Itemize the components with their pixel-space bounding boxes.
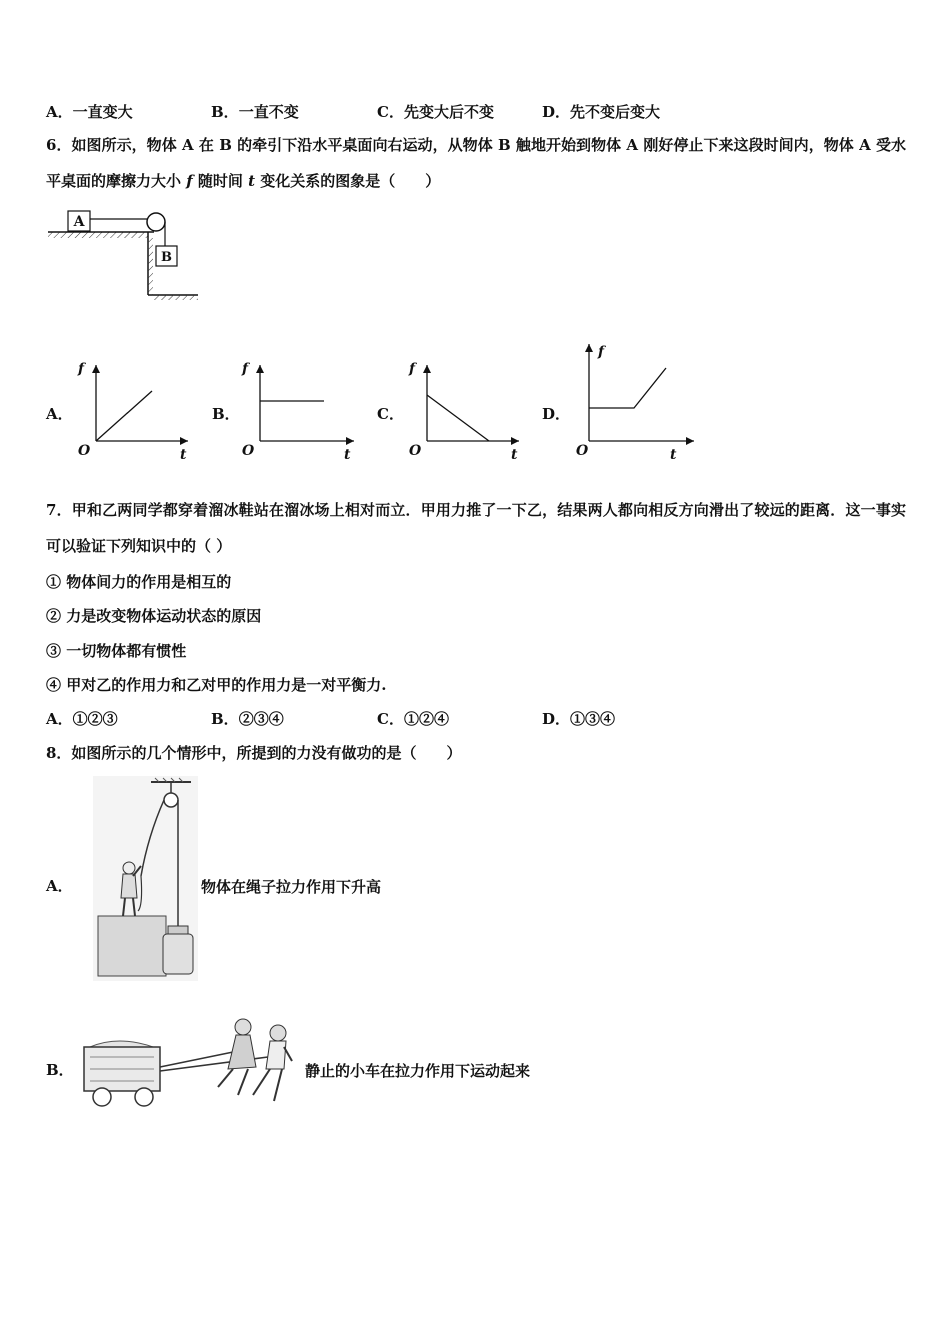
svg-text:O: O (78, 443, 91, 459)
block-a (68, 211, 90, 231)
q8-pulley-lifting-illustration (93, 776, 198, 981)
graph-a-line (96, 391, 152, 441)
q6-setup-figure (44, 205, 204, 305)
svg-text:t: t (344, 447, 351, 463)
floor (148, 295, 198, 300)
child-figure-1 (218, 1019, 256, 1095)
pulley-wheel (164, 793, 178, 807)
q7-statement-1: ① 物体间力的作用是相互的 (46, 573, 232, 591)
child-figure-2 (253, 1025, 292, 1101)
q7-statement-2: ② 力是改变物体运动状态的原因 (46, 607, 262, 625)
graph-d-line (589, 368, 666, 408)
q6-graph-c (403, 355, 525, 465)
q7-stem: 7．甲和乙两同学都穿着溜冰鞋站在溜冰场上相对而立．甲用力推了一下乙，结果两人都向相反方向滑出了较远的距离．这一事实可以验证下列知识中的（ ） (46, 501, 906, 555)
q6-graph-b (236, 355, 358, 465)
q6-graph-d (566, 340, 700, 465)
q7-option-b[interactable]: B．②③④ (211, 710, 284, 728)
q5-option-a[interactable]: A．一直变大 (46, 103, 133, 121)
graph-c-line (427, 395, 489, 441)
svg-text:t: t (180, 447, 187, 463)
q6-stem: 6．如图所示，物体 A 在 B 的牵引下沿水平桌面向右运动，从物体 B 触地开始到物体 A 刚好停止下来这段时间内，物体 A 受水平桌面的摩擦力大小 f 随时间 t 变化关系的图象是（ ） (46, 136, 906, 190)
pulley (147, 213, 165, 231)
q8-option-a[interactable]: A． (46, 877, 73, 895)
q8-stem: 8．如图所示的几个情形中，所提到的力没有做功的是（ ） (46, 744, 462, 762)
svg-text:f: f (242, 361, 249, 377)
q6-graph-option-b[interactable]: B． (212, 405, 240, 423)
q7-option-c[interactable]: C．①②④ (377, 710, 449, 728)
q5-option-c[interactable]: C．先变大后不变 (377, 103, 494, 121)
q8-cart-pulling-illustration (78, 1017, 300, 1112)
q6-graph-option-a[interactable]: A． (46, 405, 73, 423)
svg-text:f: f (78, 361, 85, 377)
q5-option-b[interactable]: B．一直不变 (211, 103, 299, 121)
svg-text:O: O (409, 443, 422, 459)
svg-text:O: O (242, 443, 255, 459)
q7-option-a[interactable]: A．①②③ (46, 710, 118, 728)
table-surface (48, 232, 154, 295)
cart (84, 1041, 160, 1106)
q7-option-d[interactable]: D．①③④ (542, 710, 616, 728)
block-a-label: A (73, 214, 85, 230)
q5-option-d[interactable]: D．先不变后变大 (542, 103, 661, 121)
q8-caption-a: 物体在绳子拉力作用下升高 (201, 878, 382, 896)
q6-graph-option-c[interactable]: C． (377, 405, 404, 423)
block-b-label: B (161, 250, 172, 265)
svg-text:t: t (670, 447, 677, 463)
q7-statement-3: ③ 一切物体都有惯性 (46, 642, 187, 660)
q6-graph-a (70, 355, 192, 465)
svg-text:f: f (409, 361, 416, 377)
q6-graph-option-d[interactable]: D． (542, 405, 571, 423)
q8-caption-b: 静止的小车在拉力作用下运动起来 (305, 1062, 531, 1080)
svg-text:f: f (598, 344, 605, 360)
q7-statement-4: ④ 甲对乙的作用力和乙对甲的作用力是一对平衡力. (46, 676, 387, 694)
q8-option-b[interactable]: B． (46, 1061, 74, 1079)
svg-text:O: O (576, 443, 589, 459)
hanging-bucket (163, 926, 193, 974)
block-b (156, 246, 177, 266)
svg-text:t: t (511, 447, 518, 463)
